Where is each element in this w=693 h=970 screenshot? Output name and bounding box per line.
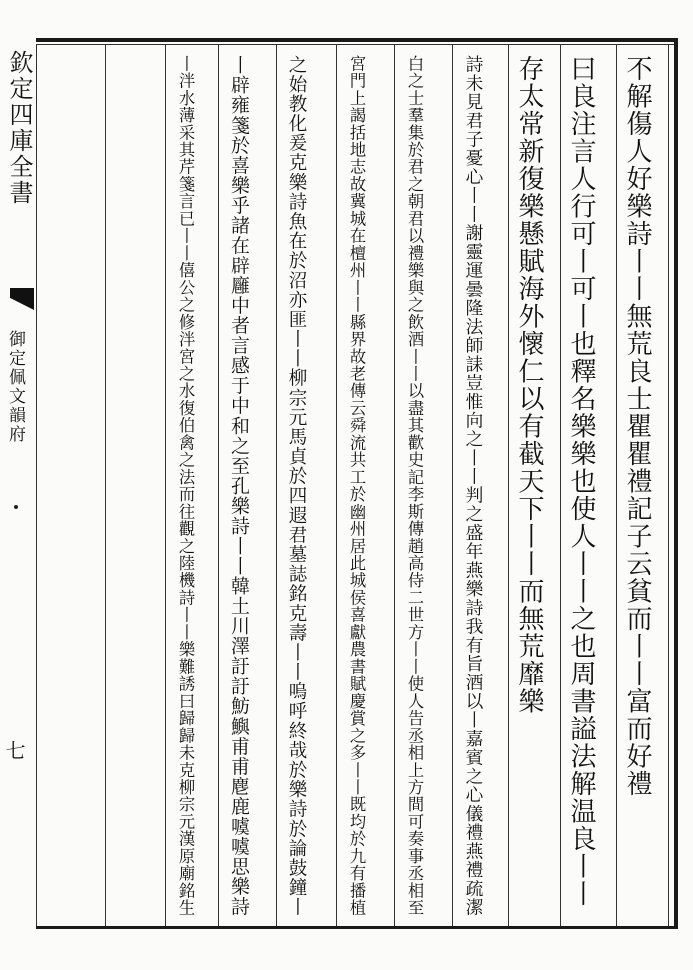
book-title: 欽定四庫全書 [5, 50, 33, 206]
book-subtitle: 御定佩文韻府 [5, 330, 25, 444]
column-rule [218, 44, 219, 926]
column-rule [105, 44, 106, 926]
text-column: 之始教化爰克樂詩魚在於沼亦匪丨丨柳宗元馬貞於四遐君墓誌銘克壽丨丨嗚呼終哉於樂詩於論鼓鐘丨 [286, 55, 307, 917]
column-rule [36, 44, 37, 926]
frame-inner-top-line [36, 44, 678, 45]
text-column: 詩未見君子憂心丨丨謝靈運曇隆法師誄豈惟向之丨丨判之盛年燕樂詩我有旨酒以丨嘉賓之心儀禮燕禮疏潔 [463, 55, 483, 917]
text-column: 不解傷人好樂詩丨丨無荒良士瞿瞿禮記子云貧而丨丨富而好禮 [622, 55, 652, 798]
text-column: 白之士羣集於君之朝君以禮樂與之飲酒丨丨以盡其歡史記李斯傳趙高侍二世方丨丨使人告丞相上方間可奏事丞相至 [405, 55, 424, 917]
fish-tail-mark [10, 288, 34, 310]
frame-inner-right-line [668, 44, 669, 926]
frame-right-border [674, 38, 678, 929]
column-rule [336, 44, 337, 926]
text-column: 丨辟雍箋於喜樂乎諸在辟廱中者言感于中和之至孔樂詩丨丨韓土川澤訏訏魴鱮甫甫麀鹿噳噳思樂詩 [228, 55, 250, 917]
page-number: 七 [2, 740, 26, 760]
column-rule [560, 44, 561, 926]
text-column: 存太常新復樂懸賦海外懷仁以有截天下丨丨而無荒靡樂 [514, 55, 544, 715]
text-column: 丨泮水薄采其芹箋言已丨丨僖公之修泮宮之水復伯禽之法而往觀之陸機詩丨丨樂難誘曰歸歸未克柳宗元漢原廟銘生 [176, 55, 195, 917]
column-rule [508, 44, 509, 926]
text-column: 宮門上謁括地志故冀城在檀州丨丨縣界故老傳云舜流共工於幽州居此城侯喜獻農書賦慶賞之多丨丨既均於九有播植 [347, 55, 366, 917]
column-rule [394, 44, 395, 926]
margin-dot [14, 505, 18, 509]
column-rule [165, 44, 166, 926]
frame-bottom-border [36, 926, 678, 929]
column-rule [452, 44, 453, 926]
text-column: 曰良注言人行可丨可丨也釋名樂樂也使人丨丨之也周書謚法解温良丨丨 [566, 55, 596, 908]
frame-top-border [36, 38, 678, 42]
column-rule [276, 44, 277, 926]
column-rule [616, 44, 617, 926]
